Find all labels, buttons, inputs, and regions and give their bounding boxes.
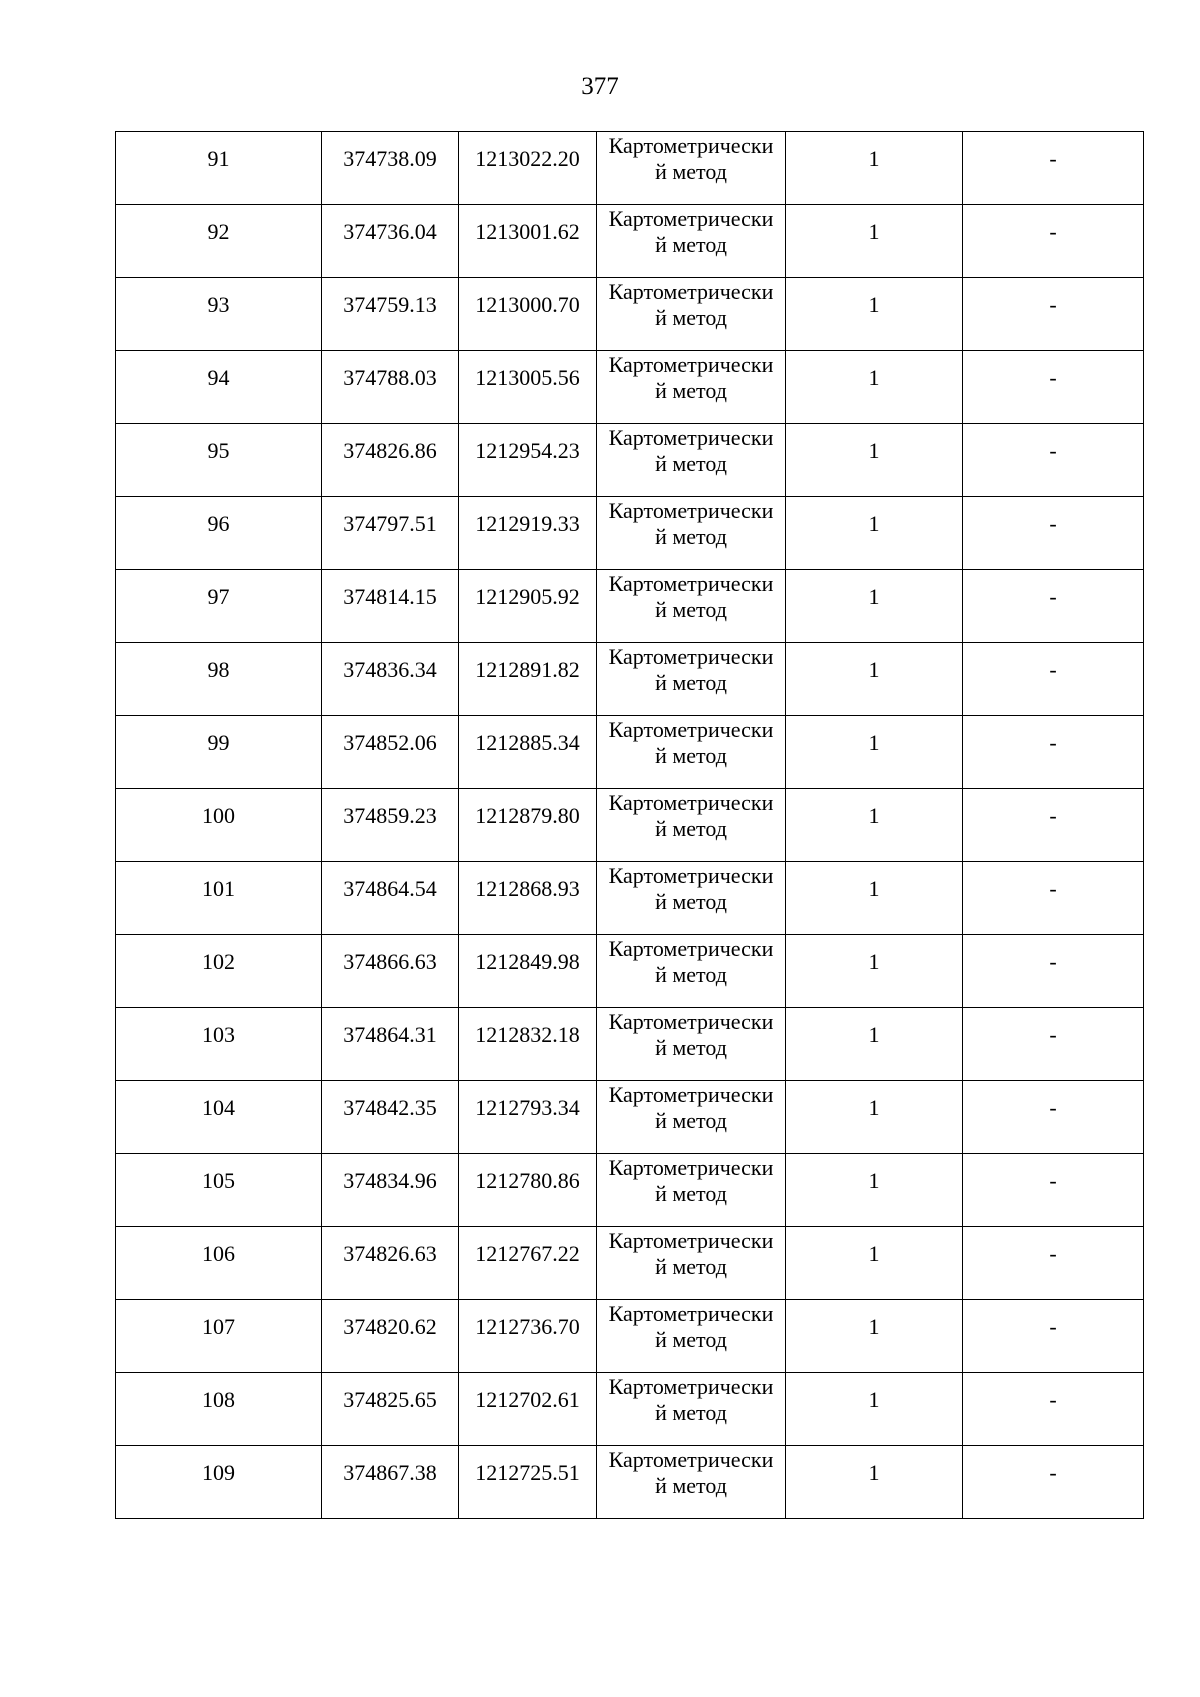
note-cell: - [963,570,1144,643]
x-coordinate-cell: 374820.62 [322,1300,459,1373]
accuracy-cell: 1 [786,1008,963,1081]
table-row [116,570,1144,643]
point-number-cell: 93 [116,278,322,351]
method-cell: Картометрически й метод [597,716,786,789]
x-coordinate-cell: 374867.38 [322,1446,459,1519]
x-coordinate-cell: 374834.96 [322,1154,459,1227]
table-row [116,716,1144,789]
table-row [116,351,1144,424]
accuracy-cell: 1 [786,1227,963,1300]
point-number-cell: 98 [116,643,322,716]
page-number: 377 [581,73,619,100]
table-row [116,1008,1144,1081]
method-cell: Картометрически й метод [597,1008,786,1081]
table-row [116,1446,1144,1519]
x-coordinate-cell: 374826.63 [322,1227,459,1300]
point-number-cell: 95 [116,424,322,497]
accuracy-cell: 1 [786,351,963,424]
note-cell: - [963,278,1144,351]
x-coordinate-cell: 374864.54 [322,862,459,935]
table-row [116,935,1144,1008]
note-cell: - [963,424,1144,497]
y-coordinate-cell: 1212725.51 [459,1446,597,1519]
x-coordinate-cell: 374797.51 [322,497,459,570]
y-coordinate-cell: 1212767.22 [459,1227,597,1300]
table-row [116,205,1144,278]
accuracy-cell: 1 [786,1081,963,1154]
note-cell: - [963,1227,1144,1300]
x-coordinate-cell: 374736.04 [322,205,459,278]
x-coordinate-cell: 374836.34 [322,643,459,716]
table-row [116,1081,1144,1154]
accuracy-cell: 1 [786,1373,963,1446]
method-cell: Картометрически й метод [597,424,786,497]
method-cell: Картометрически й метод [597,497,786,570]
method-cell: Картометрически й метод [597,205,786,278]
method-cell: Картометрически й метод [597,278,786,351]
note-cell: - [963,205,1144,278]
y-coordinate-cell: 1212736.70 [459,1300,597,1373]
table-row [116,278,1144,351]
accuracy-cell: 1 [786,789,963,862]
note-cell: - [963,1154,1144,1227]
y-coordinate-cell: 1212832.18 [459,1008,597,1081]
table-row [116,643,1144,716]
point-number-cell: 91 [116,132,322,205]
y-coordinate-cell: 1213005.56 [459,351,597,424]
y-coordinate-cell: 1212780.86 [459,1154,597,1227]
x-coordinate-cell: 374842.35 [322,1081,459,1154]
x-coordinate-cell: 374826.86 [322,424,459,497]
note-cell: - [963,1008,1144,1081]
accuracy-cell: 1 [786,278,963,351]
note-cell: - [963,351,1144,424]
point-number-cell: 104 [116,1081,322,1154]
table-row [116,1227,1144,1300]
table-row [116,1373,1144,1446]
note-cell: - [963,1081,1144,1154]
table-row [116,497,1144,570]
accuracy-cell: 1 [786,643,963,716]
note-cell: - [963,935,1144,1008]
method-cell: Картометрически й метод [597,1154,786,1227]
method-cell: Картометрически й метод [597,1300,786,1373]
table-row [116,1154,1144,1227]
y-coordinate-cell: 1212905.92 [459,570,597,643]
coordinates-table [115,131,1144,1519]
accuracy-cell: 1 [786,862,963,935]
point-number-cell: 100 [116,789,322,862]
x-coordinate-cell: 374825.65 [322,1373,459,1446]
accuracy-cell: 1 [786,935,963,1008]
table-row [116,862,1144,935]
y-coordinate-cell: 1212849.98 [459,935,597,1008]
y-coordinate-cell: 1212891.82 [459,643,597,716]
x-coordinate-cell: 374864.31 [322,1008,459,1081]
method-cell: Картометрически й метод [597,1373,786,1446]
point-number-cell: 103 [116,1008,322,1081]
accuracy-cell: 1 [786,716,963,789]
y-coordinate-cell: 1212868.93 [459,862,597,935]
point-number-cell: 106 [116,1227,322,1300]
note-cell: - [963,1446,1144,1519]
y-coordinate-cell: 1213001.62 [459,205,597,278]
y-coordinate-cell: 1212954.23 [459,424,597,497]
x-coordinate-cell: 374814.15 [322,570,459,643]
point-number-cell: 96 [116,497,322,570]
method-cell: Картометрически й метод [597,570,786,643]
method-cell: Картометрически й метод [597,1081,786,1154]
method-cell: Картометрически й метод [597,1446,786,1519]
point-number-cell: 101 [116,862,322,935]
accuracy-cell: 1 [786,424,963,497]
method-cell: Картометрически й метод [597,935,786,1008]
accuracy-cell: 1 [786,497,963,570]
table-row [116,1300,1144,1373]
table-body [116,132,1144,1519]
method-cell: Картометрически й метод [597,862,786,935]
point-number-cell: 107 [116,1300,322,1373]
y-coordinate-cell: 1212919.33 [459,497,597,570]
accuracy-cell: 1 [786,570,963,643]
point-number-cell: 94 [116,351,322,424]
table-row [116,132,1144,205]
point-number-cell: 105 [116,1154,322,1227]
x-coordinate-cell: 374738.09 [322,132,459,205]
point-number-cell: 108 [116,1373,322,1446]
accuracy-cell: 1 [786,132,963,205]
method-cell: Картометрически й метод [597,643,786,716]
note-cell: - [963,862,1144,935]
x-coordinate-cell: 374788.03 [322,351,459,424]
table-row [116,424,1144,497]
accuracy-cell: 1 [786,205,963,278]
note-cell: - [963,132,1144,205]
note-cell: - [963,1300,1144,1373]
table-row [116,789,1144,862]
y-coordinate-cell: 1212885.34 [459,716,597,789]
point-number-cell: 102 [116,935,322,1008]
method-cell: Картометрически й метод [597,1227,786,1300]
y-coordinate-cell: 1212879.80 [459,789,597,862]
point-number-cell: 99 [116,716,322,789]
accuracy-cell: 1 [786,1446,963,1519]
note-cell: - [963,643,1144,716]
method-cell: Картометрически й метод [597,351,786,424]
y-coordinate-cell: 1213000.70 [459,278,597,351]
point-number-cell: 92 [116,205,322,278]
point-number-cell: 109 [116,1446,322,1519]
x-coordinate-cell: 374852.06 [322,716,459,789]
note-cell: - [963,789,1144,862]
accuracy-cell: 1 [786,1154,963,1227]
note-cell: - [963,716,1144,789]
accuracy-cell: 1 [786,1300,963,1373]
x-coordinate-cell: 374759.13 [322,278,459,351]
note-cell: - [963,1373,1144,1446]
method-cell: Картометрически й метод [597,132,786,205]
point-number-cell: 97 [116,570,322,643]
y-coordinate-cell: 1212702.61 [459,1373,597,1446]
y-coordinate-cell: 1212793.34 [459,1081,597,1154]
note-cell: - [963,497,1144,570]
x-coordinate-cell: 374866.63 [322,935,459,1008]
method-cell: Картометрически й метод [597,789,786,862]
x-coordinate-cell: 374859.23 [322,789,459,862]
y-coordinate-cell: 1213022.20 [459,132,597,205]
